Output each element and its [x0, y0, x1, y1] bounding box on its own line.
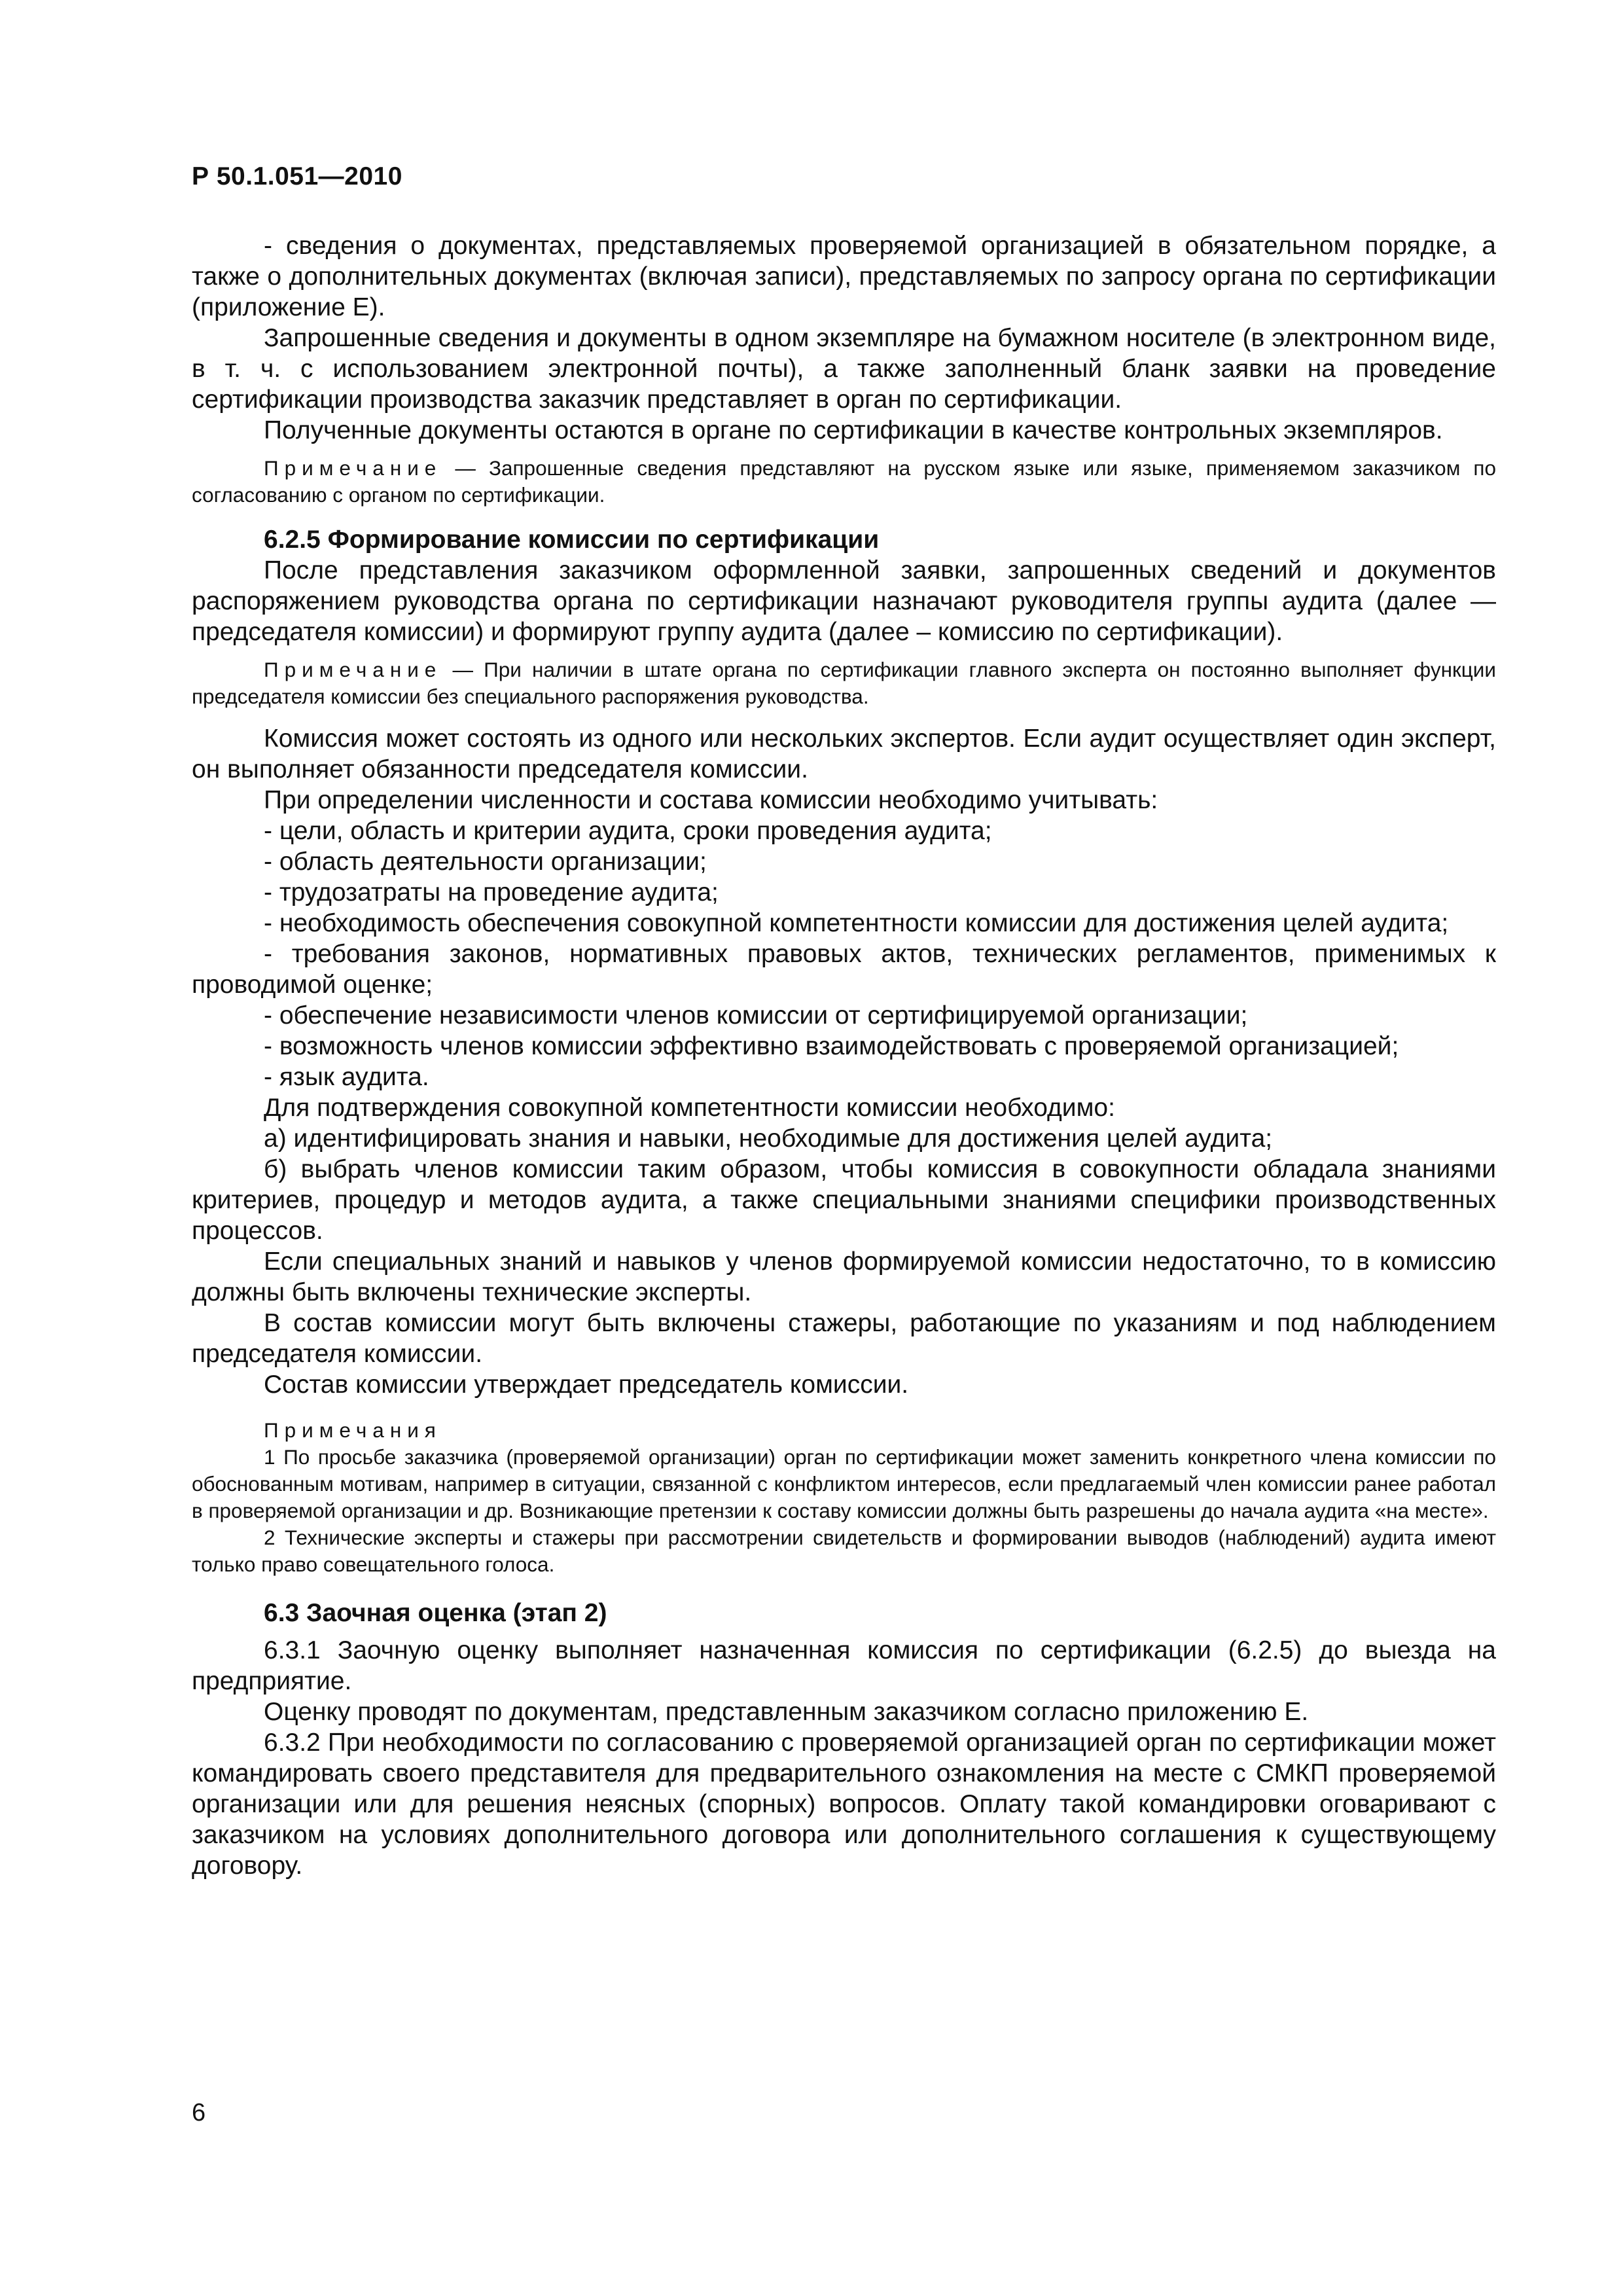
section-heading-6-3: 6.3 Заочная оценка (этап 2): [264, 1599, 607, 1627]
section-heading-6-2-5: 6.2.5 Формирование комиссии по сертификации: [264, 526, 880, 554]
note-label: Примечание: [264, 658, 442, 681]
list-item: - язык аудита.: [264, 1063, 429, 1091]
page-body: [192, 230, 1496, 1881]
document-code-header: Р 50.1.051—2010: [192, 162, 402, 190]
notes-title: Примечания: [264, 1418, 442, 1442]
paragraph: - сведения о документах, представляемых проверяемой организацией в обязательном порядке, а также о дополнительных документах (включая записи), представляемых по запросу органа по сертификации (приложение Е).: [192, 232, 1496, 321]
paragraph: Оценку проводят по документам, представленным заказчиком согласно приложению Е.: [264, 1698, 1309, 1726]
paragraph: 6.3.2 При необходимости по согласованию с проверяемой организацией орган по сертификации может командировать своего представителя для предварительного ознакомления на месте с СМКП проверяемой организации или для решения неясных (спорных) вопросов. Оплату такой командировки оговаривают с заказчиком на условиях дополнительного договора или дополнительного соглашения к существующему договору.: [192, 1729, 1496, 1880]
note-label: Примечание: [264, 456, 442, 480]
note-item: 1 По просьбе заказчика (проверяемой организации) орган по сертификации может заменить конкретного члена комиссии по обоснованным мотивам, например в ситуации, связанной с конфликтом интересов, если предлагаемый член комиссии ранее работал в проверяемой организации и др. Возникающие претензии к составу комиссии должны быть разрешены до начала аудита «на месте».: [192, 1445, 1496, 1522]
paragraph: Состав комиссии утверждает председатель комиссии.: [264, 1371, 909, 1399]
note-item: 2 Технические эксперты и стажеры при рассмотрении свидетельств и формировании выводов (наблюдений) аудита имеют только право совещательного голоса.: [192, 1526, 1496, 1576]
paragraph: Запрошенные сведения и документы в одном экземпляре на бумажном носителе (в электронном виде, в т. ч. с использованием электронной почты), а также заполненный бланк заявки на проведение сертификации производства заказчик представляет в орган по сертификации.: [192, 324, 1496, 414]
page-number: 6: [192, 2099, 206, 2126]
list-item: - цели, область и критерии аудита, сроки проведения аудита;: [264, 817, 992, 845]
paragraph: Полученные документы остаются в органе по сертификации в качестве контрольных экземпляров.: [264, 416, 1443, 444]
list-item: - необходимость обеспечения совокупной компетентности комиссии для достижения целей аудита;: [264, 909, 1449, 937]
paragraph: После представления заказчиком оформленной заявки, запрошенных сведений и документов распоряжением руководства органа по сертификации назначают руководителя группы аудита (далее — председателя комиссии) и формируют группу аудита (далее – комиссию по сертификации).: [192, 556, 1496, 646]
paragraph: Если специальных знаний и навыков у членов формируемой комиссии недостаточно, то в комиссию должны быть включены технические эксперты.: [192, 1247, 1496, 1306]
list-item: б) выбрать членов комиссии таким образом, чтобы комиссия в совокупности обладала знаниями критериев, процедур и методов аудита, а также специальными знаниями специфики производственных процессов.: [192, 1155, 1496, 1245]
note: [192, 455, 1496, 509]
paragraph: Комиссия может состоять из одного или нескольких экспертов. Если аудит осуществляет один эксперт, он выполняет обязанности председателя комиссии.: [192, 725, 1496, 783]
paragraph: Для подтверждения совокупной компетентности комиссии необходимо:: [264, 1094, 1115, 1122]
paragraph: В состав комиссии могут быть включены стажеры, работающие по указаниям и под наблюдением председателя комиссии.: [192, 1309, 1496, 1368]
list-item: - область деятельности организации;: [264, 848, 707, 876]
list-item: - трудозатраты на проведение аудита;: [264, 878, 719, 906]
note-text: — При наличии в штате органа по сертификации главного эксперта он постоянно выполняет функции председателя комиссии без специального распоряжения руководства.: [192, 658, 1496, 708]
list-item: - обеспечение независимости членов комиссии от сертифицируемой организации;: [264, 1001, 1248, 1030]
note: [192, 656, 1496, 710]
note-text: — Запрошенные сведения представляют на русском языке или языке, применяемом заказчиком по согласованию с органом по сертификации.: [192, 456, 1496, 507]
paragraph: При определении численности и состава комиссии необходимо учитывать:: [264, 786, 1158, 814]
list-item: а) идентифицировать знания и навыки, необходимые для достижения целей аудита;: [264, 1124, 1273, 1153]
list-item: - возможность членов комиссии эффективно взаимодействовать с проверяемой организацией;: [264, 1032, 1399, 1060]
list-item: - требования законов, нормативных правовых актов, технических регламентов, применимых к проводимой оценке;: [192, 940, 1496, 999]
paragraph: 6.3.1 Заочную оценку выполняет назначенная комиссия по сертификации (6.2.5) до выезда на предприятие.: [192, 1636, 1496, 1695]
